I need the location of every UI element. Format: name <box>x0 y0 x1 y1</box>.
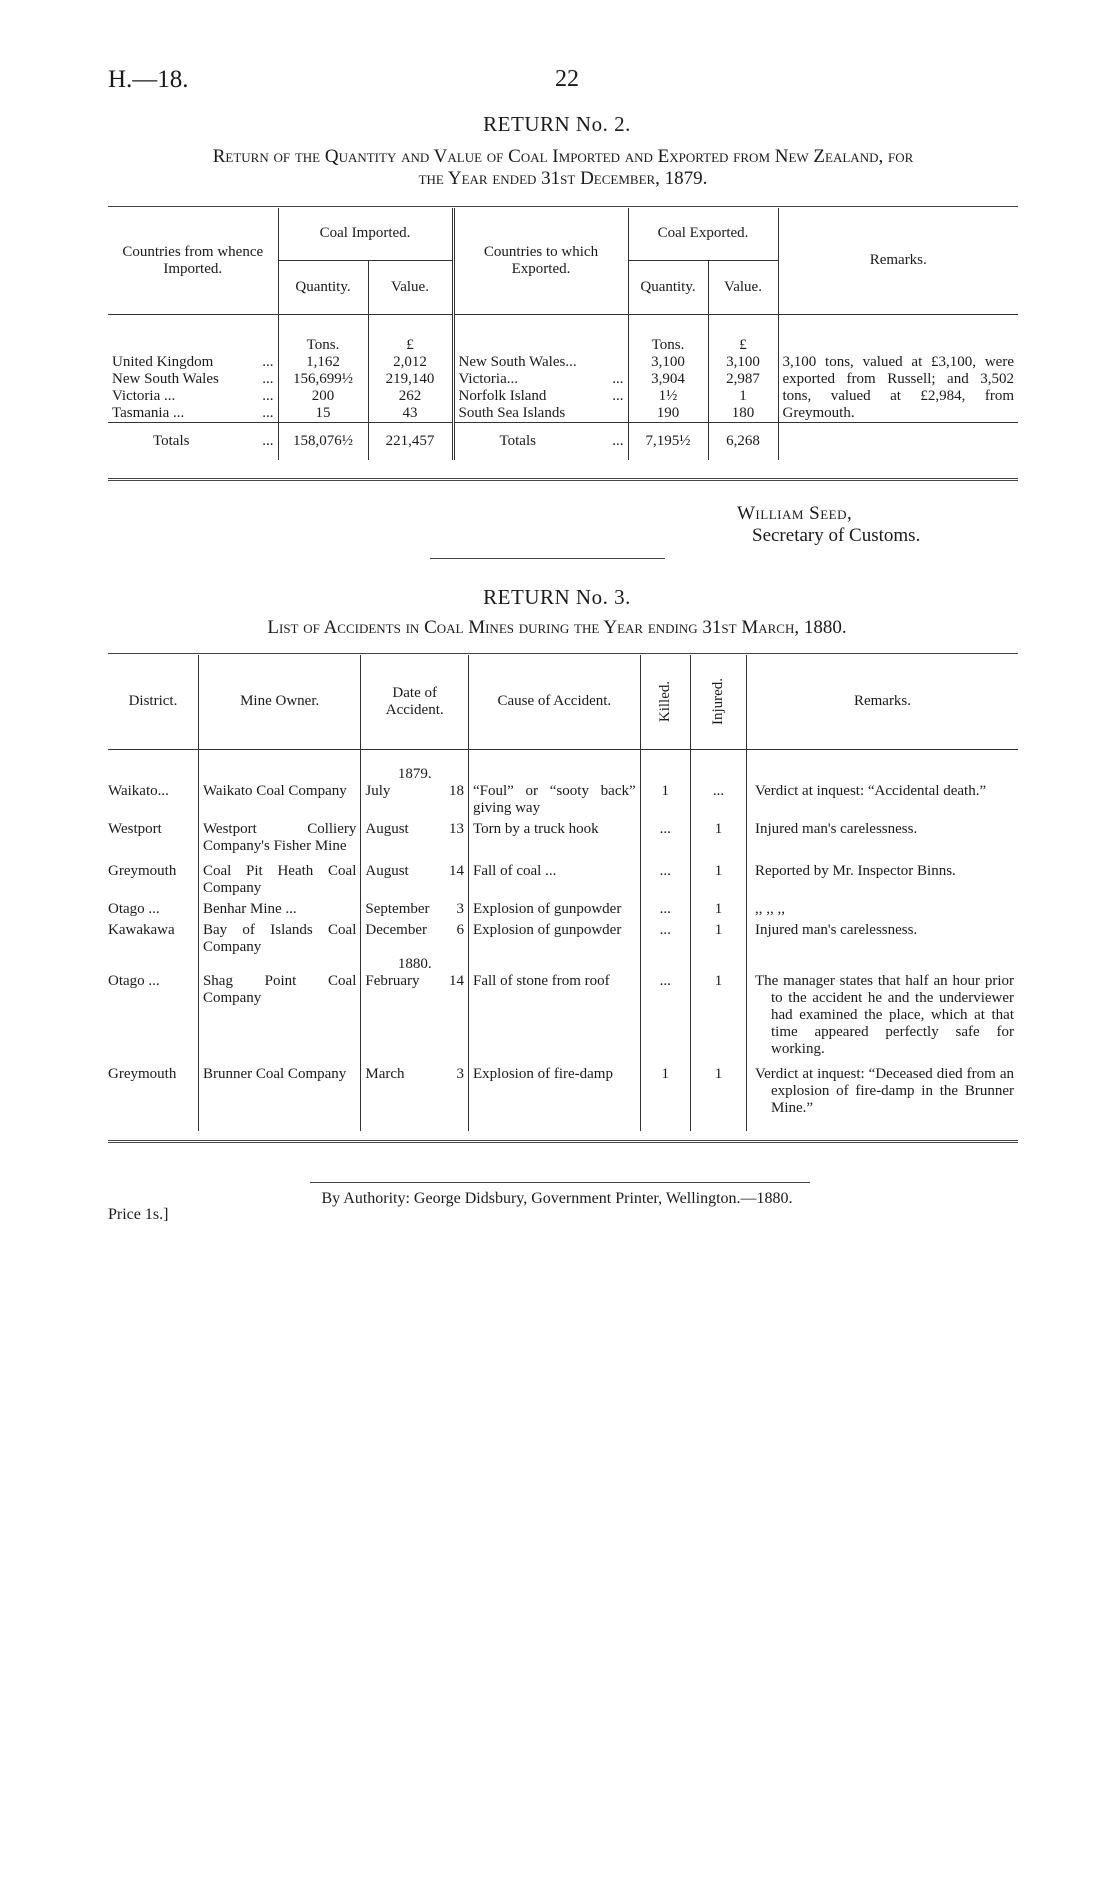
owner-cell: Coal Pit Heath Coal Company <box>198 855 360 897</box>
date-cell <box>361 956 469 1058</box>
col-header-export-value: Value. <box>708 260 778 314</box>
export-value-cell: £ 3,100 2,987 1 180 <box>708 314 778 422</box>
date-day: 14 <box>449 972 464 989</box>
owner-cell: Bay of Islands Coal Company <box>198 918 360 956</box>
table-bottom-rule <box>108 478 1018 481</box>
date-cell <box>361 817 469 855</box>
list-item: New South Wales ... <box>112 370 274 387</box>
import-quantity-cell: Tons. 1,162 156,699½ 200 15 <box>278 314 368 422</box>
return-3-heading: RETURN No. 3. <box>483 585 631 609</box>
table-row <box>108 749 1018 817</box>
remarks-cell: Injured man's carelessness. <box>754 921 918 938</box>
cause-cell: Fall of stone from roof <box>469 956 641 1058</box>
col-header-import-value: Value. <box>368 260 453 314</box>
date-cell <box>361 918 469 956</box>
table-row <box>108 918 1018 956</box>
export-countries-cell <box>453 314 628 422</box>
total-import-value: 221,457 <box>368 422 453 460</box>
signatory-name: William Seed, <box>737 503 853 524</box>
injured-cell: 1 <box>690 855 746 897</box>
date-month: September <box>365 900 430 917</box>
killed-cell: ... <box>640 956 690 1058</box>
date-month: March <box>365 1065 405 1082</box>
district-cell: Greymouth <box>108 855 198 897</box>
date-cell <box>361 897 469 918</box>
list-item: Victoria ... ... <box>112 387 274 404</box>
date-day: 18 <box>449 782 464 799</box>
col-header-injured: Injured. <box>690 655 746 749</box>
table-row <box>108 897 1018 918</box>
col-header-coal-exported: Coal Exported. <box>628 208 778 260</box>
date-day: 6 <box>456 921 464 938</box>
killed-cell: ... <box>640 817 690 855</box>
owner-cell: Benhar Mine ... <box>198 897 360 918</box>
killed-cell: ... <box>640 897 690 918</box>
export-quantity-cell: Tons. 3,100 3,904 1½ 190 <box>628 314 708 422</box>
district-cell: Westport <box>108 817 198 855</box>
list-item: Victoria... ... <box>458 370 624 387</box>
table-row <box>108 1058 1018 1117</box>
return-2-title <box>108 146 1018 190</box>
year-label: 1879. <box>397 765 432 782</box>
table-row <box>108 855 1018 897</box>
killed-cell: 1 <box>640 749 690 817</box>
accidents-table-top-rule <box>108 653 1018 654</box>
total-export-value: 6,268 <box>708 422 778 460</box>
date-cell <box>361 1058 469 1117</box>
total-export-quantity: 7,195½ <box>628 422 708 460</box>
col-header-coal-imported: Coal Imported. <box>278 208 453 260</box>
owner-cell: Westport Colliery Company's Fisher Mine <box>198 817 360 855</box>
date-month: August <box>365 862 409 879</box>
date-month: July <box>365 782 391 799</box>
price-note: Price 1s.] <box>108 1206 169 1223</box>
list-item: New South Wales... <box>458 353 577 370</box>
date-day: 3 <box>456 900 464 917</box>
year-label: 1880. <box>397 955 432 972</box>
accidents-table <box>108 655 1018 1131</box>
cause-cell: Torn by a truck hook <box>469 817 641 855</box>
return-3-title: List of Accidents in Coal Mines during the Year ending 31st March, 1880. <box>267 617 847 638</box>
col-header-countries-exported: Countries to which Exported. <box>453 208 628 314</box>
remarks-cell: 3,100 tons, valued at £3,100, were exported from Russell; and 3,502 tons, valued at £2,984, from Greymouth. <box>782 353 1014 421</box>
district-cell: Kawakawa <box>108 918 198 956</box>
date-month: February <box>365 972 420 989</box>
table-spacer-row <box>108 1117 1018 1131</box>
owner-cell: Shag Point Coal Company <box>198 956 360 1058</box>
cause-cell: Explosion of gunpowder <box>469 918 641 956</box>
owner-cell: Brunner Coal Company <box>198 1058 360 1117</box>
return-2-title-line-1: Return of the Quantity and Value of Coal Imported and Exported from New Zealand, for <box>212 146 914 167</box>
district-cell: Waikato... <box>108 749 198 817</box>
district-cell: Greymouth <box>108 1058 198 1117</box>
cause-cell: “Foul” or “sooty back” giving way <box>469 749 641 817</box>
table-row <box>108 817 1018 855</box>
date-day: 3 <box>456 1065 464 1082</box>
import-countries-cell <box>108 314 278 422</box>
cause-cell: Fall of coal ... <box>469 855 641 897</box>
cause-cell: Explosion of fire-damp <box>469 1058 641 1117</box>
district-cell: Otago ... <box>108 956 198 1058</box>
table-top-rule <box>108 206 1018 207</box>
remarks-cell: Verdict at inquest: “Accidental death.” <box>754 782 987 799</box>
injured-cell: 1 <box>690 918 746 956</box>
remarks-cell: Verdict at inquest: “Deceased died from an explosion of fire-damp in the Brunner Mine.” <box>754 1065 1014 1116</box>
totals-label-cell: Totals ... <box>108 422 278 460</box>
injured-cell: 1 <box>690 817 746 855</box>
remarks-cell: Injured man's carelessness. <box>754 820 918 837</box>
date-month: August <box>365 820 409 837</box>
coal-trade-table <box>108 208 1018 460</box>
remarks-cell: Reported by Mr. Inspector Binns. <box>754 862 956 879</box>
cause-cell: Explosion of gunpowder <box>469 897 641 918</box>
remarks-cell: The manager states that half an hour prior to the accident he and the underviewer had examined the place, which at that time appeared perfectly safe for working. <box>754 972 1014 1057</box>
list-item: United Kingdom ... <box>112 353 274 370</box>
col-header-countries-imported: Countries from whence Imported. <box>108 208 278 314</box>
date-day: 14 <box>449 862 464 879</box>
col-header-remarks: Remarks. <box>869 252 927 269</box>
page-number: 22 <box>555 66 579 92</box>
date-month: December <box>365 921 428 938</box>
total-import-quantity: 158,076½ <box>278 422 368 460</box>
injured-cell: 1 <box>690 897 746 918</box>
col-header-remarks: Remarks. <box>746 655 1018 749</box>
owner-cell: Waikato Coal Company <box>198 749 360 817</box>
accidents-table-bottom-rule <box>108 1140 1018 1143</box>
injured-cell: ... <box>690 749 746 817</box>
date-cell <box>361 855 469 897</box>
return-2-title-line-2: the Year ended 31st December, 1879. <box>418 168 708 189</box>
injured-cell: 1 <box>690 956 746 1058</box>
killed-cell: ... <box>640 918 690 956</box>
return-2-heading: RETURN No. 2. <box>483 112 631 136</box>
date-day: 13 <box>449 820 464 837</box>
col-header-district: District. <box>108 655 198 749</box>
injured-cell: 1 <box>690 1058 746 1117</box>
remarks-cell: ,, ,, ,, <box>754 900 785 917</box>
printer-imprint: By Authority: George Didsbury, Government Printer, Wellington.—1880. <box>321 1190 793 1207</box>
date-cell <box>361 749 469 817</box>
document-code: H.—18. <box>108 66 189 93</box>
list-item: Tasmania ... ... <box>112 404 274 421</box>
list-item: South Sea Islands <box>458 404 566 421</box>
import-value-cell: £ 2,012 219,140 262 43 <box>368 314 453 422</box>
section-divider <box>430 558 665 559</box>
col-header-export-quantity: Quantity. <box>628 260 708 314</box>
col-header-killed: Killed. <box>640 655 690 749</box>
footer-divider <box>310 1182 810 1183</box>
export-totals-label-cell: Totals ... <box>453 422 628 460</box>
col-header-cause: Cause of Accident. <box>469 655 641 749</box>
col-header-mine-owner: Mine Owner. <box>198 655 360 749</box>
col-header-import-quantity: Quantity. <box>278 260 368 314</box>
list-item: Norfolk Island ... <box>458 387 624 404</box>
killed-cell: 1 <box>640 1058 690 1117</box>
district-cell: Otago ... <box>108 897 198 918</box>
col-header-date: Date of Accident. <box>361 655 469 749</box>
table-row <box>108 956 1018 1058</box>
signatory-title: Secretary of Customs. <box>752 525 921 546</box>
killed-cell: ... <box>640 855 690 897</box>
